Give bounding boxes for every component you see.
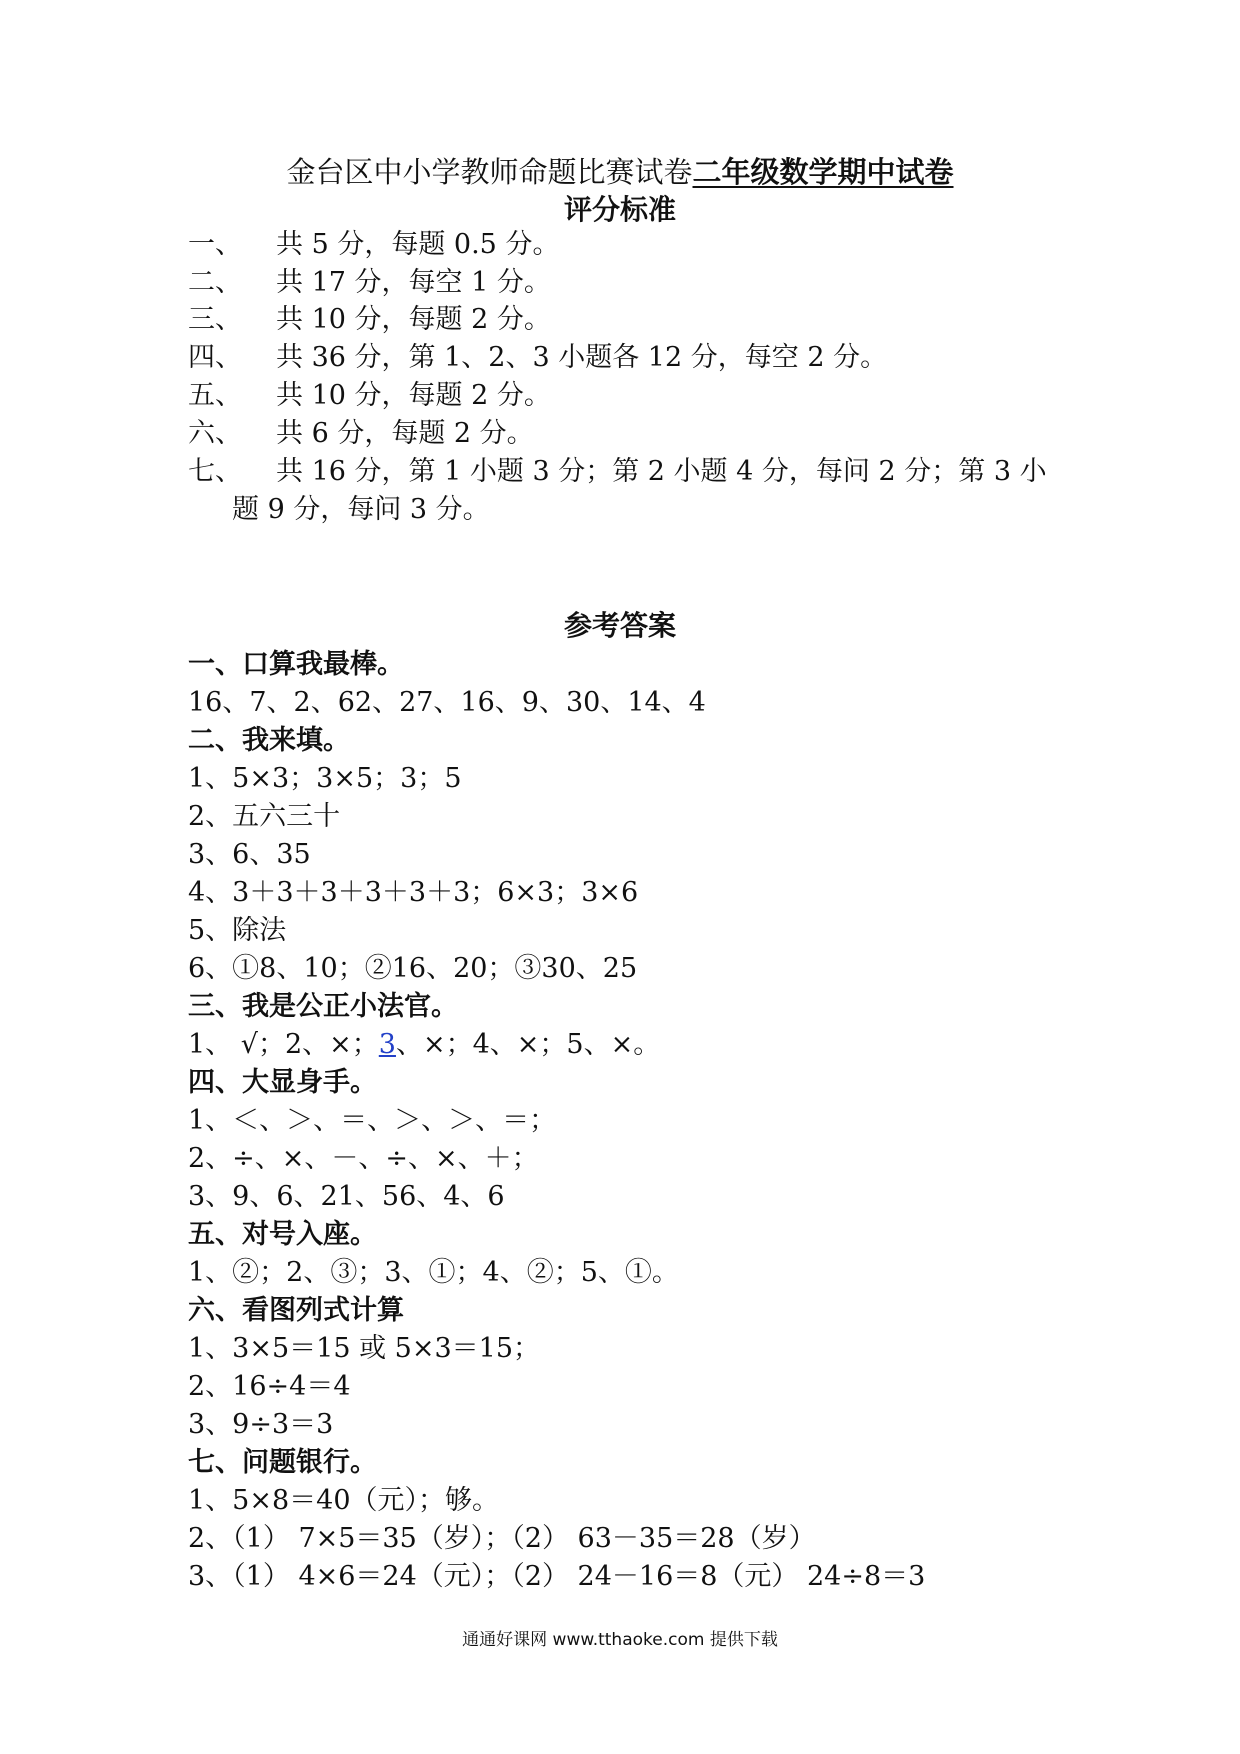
answer-line: 4、3＋3＋3＋3＋3＋3；6×3；3×6 — [188, 877, 639, 908]
scoring-num: 一、 — [188, 229, 242, 260]
answer-line: 16、7、2、62、27、16、9、30、14、4 — [188, 687, 706, 718]
answer-line: 5、除法 — [188, 915, 287, 946]
answer-line: 3、9÷3＝3 — [188, 1409, 334, 1440]
section-title: 四、大显身手。 — [188, 1067, 377, 1098]
answer-line: 6、①8、10；②16、20；③30、25 — [188, 953, 638, 984]
answer-line: 1、5×8＝40（元）；够。 — [188, 1485, 500, 1516]
scoring-text: 共 10 分，每题 2 分。 — [276, 304, 551, 335]
section-title: 三、我是公正小法官。 — [188, 991, 458, 1022]
answer-line: 2、16÷4＝4 — [188, 1371, 351, 1402]
title-main: 金台区中小学教师命题比赛试卷 — [286, 155, 693, 189]
scoring-num: 五、 — [188, 380, 242, 411]
scoring-text: 共 17 分，每空 1 分。 — [276, 267, 551, 298]
scoring-heading: 评分标准 — [563, 193, 676, 226]
scoring-item — [188, 377, 1088, 415]
answer-line: 2、÷、×、－、÷、×、＋； — [188, 1143, 539, 1174]
scoring-item — [188, 415, 1088, 453]
answers-heading: 参考答案 — [563, 609, 676, 642]
answer-line: 3、（1） 4×6＝24（元）；（2） 24－16＝8（元） 24÷8＝3 — [188, 1561, 926, 1592]
scoring-item — [188, 301, 1088, 339]
scoring-item — [188, 264, 1088, 302]
scoring-item — [188, 453, 1088, 491]
section-title: 一、口算我最棒。 — [188, 649, 404, 680]
scoring-num: 七、 — [188, 456, 242, 487]
answer-line: 2、五六三十 — [188, 801, 341, 832]
scoring-item — [188, 226, 1088, 264]
title-bold: 二年级数学期中试卷 — [692, 155, 954, 189]
section-title: 五、对号入座。 — [188, 1219, 377, 1250]
answer-line: 1、3×5＝15 或 5×3＝15； — [188, 1333, 541, 1364]
section-title: 六、看图列式计算 — [188, 1295, 404, 1326]
section-title: 七、问题银行。 — [188, 1447, 377, 1478]
scoring-item-continuation: 题 9 分，每问 3 分。 — [232, 494, 490, 525]
scoring-text: 共 10 分，每题 2 分。 — [276, 380, 551, 411]
scoring-text: 共 16 分，第 1 小题 3 分；第 2 小题 4 分，每问 2 分；第 3 小 — [276, 456, 1047, 487]
scoring-text: 共 36 分，第 1、2、3 小题各 12 分，每空 2 分。 — [276, 342, 888, 373]
footer-credit: 通通好课网 www.tthaoke.com 提供下载 — [462, 1630, 778, 1650]
page-title — [0, 152, 1240, 192]
scoring-num: 四、 — [188, 342, 242, 373]
answer-line — [188, 1026, 660, 1064]
answer-line: 2、（1） 7×5＝35（岁）；（2） 63－35＝28（岁） — [188, 1523, 816, 1554]
scoring-num: 二、 — [188, 267, 242, 298]
scoring-text: 共 5 分，每题 0.5 分。 — [276, 229, 560, 260]
answer-line: 1、②；2、③；3、①；4、②；5、①。 — [188, 1257, 679, 1288]
answer-line: 3、6、35 — [188, 839, 311, 870]
answer-link[interactable]: 3 — [378, 1029, 396, 1060]
scoring-num: 六、 — [188, 418, 242, 449]
section-title: 二、我来填。 — [188, 725, 350, 756]
scoring-num: 三、 — [188, 304, 242, 335]
scoring-item — [188, 339, 1088, 377]
answer-text: 、×；4、×；5、×。 — [395, 1029, 661, 1060]
scoring-text: 共 6 分，每题 2 分。 — [276, 418, 534, 449]
answer-line: 1、5×3；3×5；3；5 — [188, 763, 462, 794]
answer-line: 3、9、6、21、56、4、6 — [188, 1181, 505, 1212]
answer-line: 1、＜、＞、＝、＞、＞、＝； — [188, 1105, 557, 1136]
answer-text: 1、 √；2、×； — [188, 1029, 379, 1060]
